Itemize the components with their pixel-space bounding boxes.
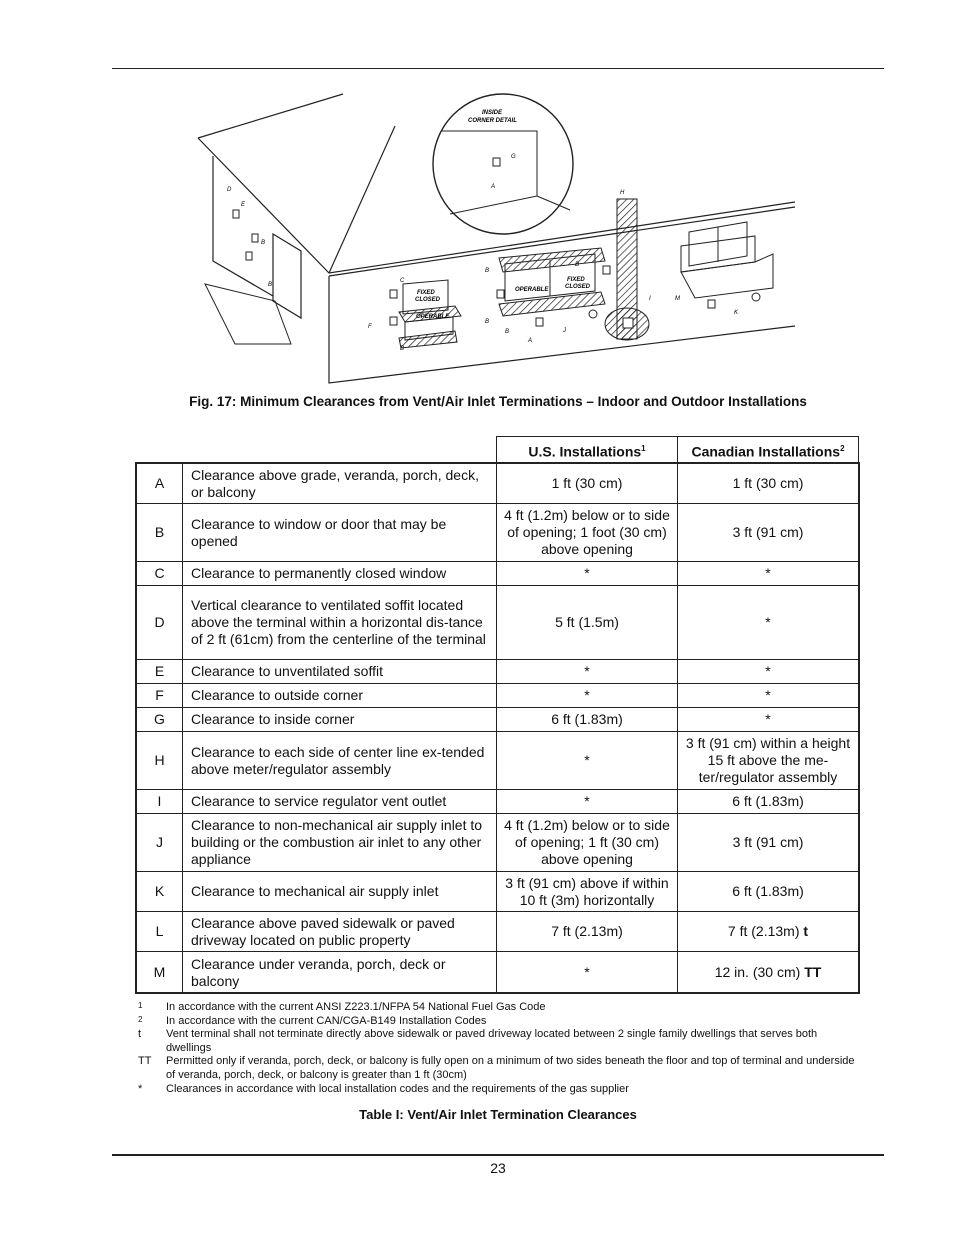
row-canadian-value [678, 790, 859, 814]
svg-text:B: B [575, 262, 580, 268]
table-row [137, 732, 859, 790]
table-row [137, 586, 859, 660]
canadian-value-text: 12 in. (30 cm) [714, 964, 805, 980]
canadian-value-text: 1 ft (30 cm) [732, 475, 804, 491]
top-rule [112, 68, 884, 69]
canadian-value-text: 3 ft (91 cm) [732, 524, 804, 540]
row-us-value: * [497, 660, 678, 684]
footnote [138, 1001, 858, 1015]
row-letter: H [137, 732, 183, 790]
svg-text:INSIDE: INSIDE [482, 110, 503, 116]
table-header-row [137, 437, 859, 464]
row-letter: C [137, 562, 183, 586]
table-row [137, 562, 859, 586]
table-row [137, 504, 859, 562]
svg-text:F: F [368, 324, 372, 330]
row-us-value: 1 ft (30 cm) [497, 464, 678, 504]
footnote-text: In accordance with the current CAN/CGA-B149 Installation Codes [166, 1014, 487, 1027]
house-clearance-diagram [195, 86, 800, 386]
svg-text:A: A [491, 184, 496, 190]
row-us-value: * [497, 732, 678, 790]
footnote-text: Permitted only if veranda, porch, deck, or balcony is fully open on a minimum of two sides beneath the floor and top of terminal and underside of veranda, porch, deck, or balcony is greater than 1 ft (30cm) [166, 1055, 855, 1081]
footnote [138, 1028, 858, 1055]
footnote-mark: 1 [138, 1001, 143, 1010]
row-canadian-value [678, 912, 859, 952]
svg-text:B: B [485, 319, 490, 325]
row-canadian-value [678, 586, 859, 660]
row-us-value: 7 ft (2.13m) [497, 912, 678, 952]
footnote-text: In accordance with the current ANSI Z223.1/NFPA 54 National Fuel Gas Code [166, 1001, 546, 1013]
row-canadian-value [678, 684, 859, 708]
row-letter: L [137, 912, 183, 952]
row-us-value: 3 ft (91 cm) above if within 10 ft (3m) horizontally [497, 872, 678, 912]
table-caption: Table I: Vent/Air Inlet Termination Clearances [359, 1107, 637, 1122]
canadian-value-text: * [765, 565, 771, 581]
svg-text:E: E [241, 202, 246, 208]
row-canadian-value [678, 708, 859, 732]
bottom-rule [112, 1154, 884, 1156]
footnote-mark: 2 [138, 1014, 143, 1024]
row-us-value: * [497, 684, 678, 708]
svg-text:B: B [261, 240, 266, 246]
footnote-mark: TT [138, 1055, 152, 1068]
row-description: Clearance under veranda, porch, deck or balcony [183, 952, 497, 994]
canadian-value-note-mark: t [803, 923, 809, 939]
row-letter: A [137, 464, 183, 504]
row-description: Vertical clearance to ventilated soffit located above the terminal within a horizontal dis-tance of 2 ft (61cm) from the centerline of the terminal [183, 586, 497, 660]
row-letter: E [137, 660, 183, 684]
row-description: Clearance to unventilated soffit [183, 660, 497, 684]
row-us-value: 5 ft (1.5m) [497, 586, 678, 660]
header-us-installations: U.S. Installations$^1$ [497, 437, 678, 464]
canadian-value-text: * [765, 711, 771, 727]
canadian-value-text: 6 ft (1.83m) [732, 793, 804, 809]
footnote [138, 1083, 858, 1097]
svg-text:G: G [511, 154, 516, 160]
table-row [137, 684, 859, 708]
row-us-value: 4 ft (1.2m) below or to side of opening; 1 ft (30 cm) above opening [497, 814, 678, 872]
row-us-value: * [497, 562, 678, 586]
row-canadian-value [678, 504, 859, 562]
row-description: Clearance to window or door that may be opened [183, 504, 497, 562]
table-row [137, 912, 859, 952]
svg-text:B: B [400, 346, 405, 352]
row-canadian-value [678, 464, 859, 504]
row-description: Clearance to permanently closed window [183, 562, 497, 586]
row-description: Clearance above paved sidewalk or paved driveway located on public property [183, 912, 497, 952]
canadian-value-text: * [765, 663, 771, 679]
footnote [138, 1055, 858, 1082]
row-letter: I [137, 790, 183, 814]
row-description: Clearance to mechanical air supply inlet [183, 872, 497, 912]
canadian-value-text: * [765, 614, 771, 630]
svg-text:OPERABLE: OPERABLE [416, 314, 450, 320]
table-row [137, 660, 859, 684]
svg-text:C: C [400, 278, 405, 284]
row-canadian-value [678, 952, 859, 994]
svg-text:A: A [528, 338, 533, 344]
svg-text:CORNER DETAIL: CORNER DETAIL [468, 118, 517, 124]
row-canadian-value [678, 814, 859, 872]
footnote-text: Vent terminal shall not terminate directly above sidewalk or paved driveway located between 2 single family dwellings that serves both dwellings [166, 1028, 818, 1054]
svg-text:H: H [620, 190, 625, 196]
header-blank [137, 437, 497, 464]
row-letter: D [137, 586, 183, 660]
svg-text:I: I [649, 296, 651, 302]
row-letter: G [137, 708, 183, 732]
row-description: Clearance to inside corner [183, 708, 497, 732]
row-us-value: 6 ft (1.83m) [497, 708, 678, 732]
clearance-table [136, 436, 859, 994]
row-description: Clearance to outside corner [183, 684, 497, 708]
row-description: Clearance to each side of center line ex-tended above meter/regulator assembly [183, 732, 497, 790]
row-canadian-value [678, 562, 859, 586]
svg-text:B: B [485, 268, 490, 274]
table-row [137, 952, 859, 994]
page-number: 23 [490, 1160, 506, 1176]
footnote-text: Clearances in accordance with local installation codes and the requirements of the gas supplier [166, 1082, 629, 1095]
svg-text:B: B [505, 329, 510, 335]
footnote [138, 1015, 858, 1029]
canadian-value-note-mark: TT [804, 964, 822, 980]
canadian-value-text: 6 ft (1.83m) [732, 883, 804, 899]
canadian-value-text: 7 ft (2.13m) [727, 923, 804, 939]
canadian-value-text: 3 ft (91 cm) within a height 15 ft above the me-ter/regulator assembly [685, 735, 851, 785]
canadian-value-text: * [765, 687, 771, 703]
canadian-value-text: 3 ft (91 cm) [732, 834, 804, 850]
row-letter: M [137, 952, 183, 994]
row-description: Clearance to non-mechanical air supply inlet to building or the combustion air inlet to any other appliance [183, 814, 497, 872]
svg-text:FIXED: FIXED [417, 290, 435, 296]
footnotes [138, 1001, 858, 1096]
svg-text:B: B [268, 282, 273, 288]
table-row [137, 708, 859, 732]
row-letter: J [137, 814, 183, 872]
row-letter: B [137, 504, 183, 562]
table-row [137, 790, 859, 814]
footnote-mark: t [138, 1028, 142, 1041]
svg-text:CLOSED: CLOSED [565, 284, 591, 290]
row-letter: F [137, 684, 183, 708]
svg-text:CLOSED: CLOSED [415, 297, 441, 303]
row-us-value: * [497, 790, 678, 814]
svg-text:FIXED: FIXED [567, 277, 585, 283]
row-letter: K [137, 872, 183, 912]
header-canadian-installations: Canadian Installations$^2$ [678, 437, 859, 464]
row-description: Clearance to service regulator vent outlet [183, 790, 497, 814]
svg-text:K: K [734, 310, 739, 316]
footnote-mark: * [138, 1082, 143, 1095]
figure-caption: Fig. 17: Minimum Clearances from Vent/Air Inlet Terminations – Indoor and Outdoor Installations [189, 394, 807, 409]
row-us-value: 4 ft (1.2m) below or to side of opening; 1 foot (30 cm) above opening [497, 504, 678, 562]
row-canadian-value [678, 872, 859, 912]
table-row [137, 872, 859, 912]
svg-text:M: M [675, 296, 680, 302]
table-row [137, 814, 859, 872]
svg-text:OPERABLE: OPERABLE [515, 287, 549, 293]
row-canadian-value [678, 732, 859, 790]
svg-text:D: D [227, 187, 232, 193]
row-us-value: * [497, 952, 678, 994]
svg-text:J: J [563, 328, 566, 334]
row-canadian-value [678, 660, 859, 684]
row-description: Clearance above grade, veranda, porch, deck, or balcony [183, 464, 497, 504]
table-body [137, 464, 859, 994]
table-row [137, 464, 859, 504]
